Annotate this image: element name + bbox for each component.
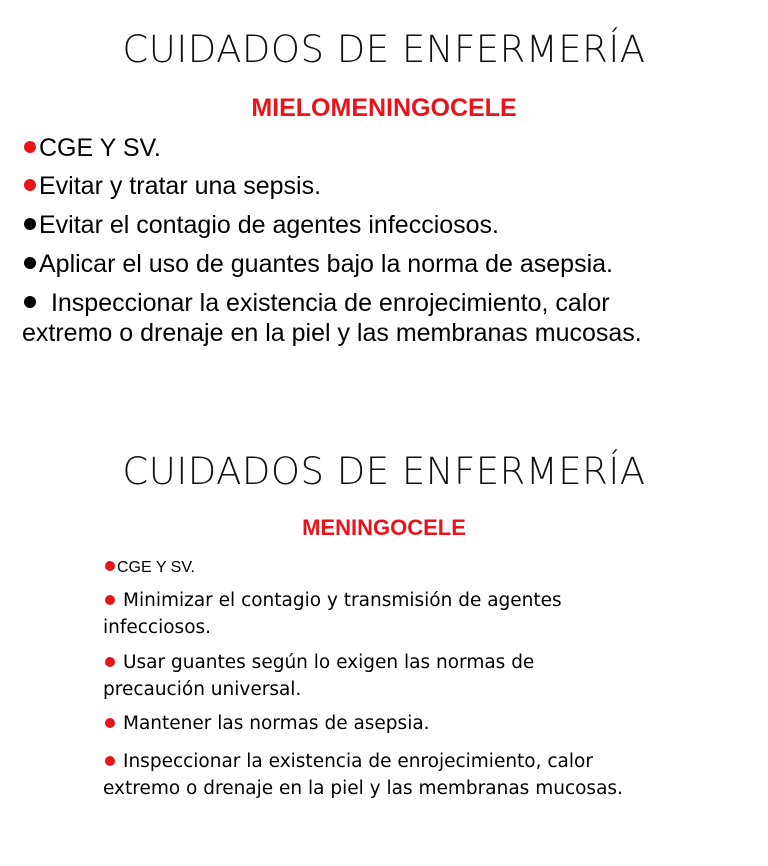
list-item: Evitar el contagio de agentes infecciosos.	[22, 210, 499, 240]
bullet-icon	[24, 296, 36, 308]
slide-subtitle: MIELOMENINGOCELE	[251, 94, 517, 122]
bullet-icon	[24, 179, 36, 191]
list-item: Minimizar el contagio y transmisión de agentes infecciosos.	[103, 590, 562, 638]
bullet-icon	[105, 561, 115, 571]
list-item: Inspeccionar la existencia de enrojecimiento, calor extremo o drenaje en la piel y las membranas mucosas.	[103, 751, 623, 799]
bullet-icon	[105, 595, 115, 605]
bullet-icon	[24, 218, 36, 230]
list-item: Inspeccionar la existencia de enrojecimiento, calor extremo o drenaje en la piel y las membranas mucosas.	[22, 289, 642, 347]
list-item: CGE Y SV.	[22, 133, 161, 163]
slide-subtitle: MENINGOCELE	[302, 515, 466, 540]
list-item: Mantener las normas de asepsia.	[103, 710, 430, 737]
bullet-icon	[24, 141, 36, 153]
list-item: Usar guantes según lo exigen las normas de precaución universal.	[103, 652, 535, 700]
bullet-icon	[105, 718, 115, 728]
list-item: CGE Y SV.	[103, 554, 195, 581]
list-item: Evitar y tratar una sepsis.	[22, 171, 321, 201]
slide-title: CUIDADOS DE ENFERMERÍA	[122, 28, 646, 71]
bullet-icon	[24, 257, 36, 269]
bullet-icon	[105, 756, 115, 766]
slide-title: CUIDADOS DE ENFERMERÍA	[122, 450, 646, 493]
list-item: Aplicar el uso de guantes bajo la norma de asepsia.	[22, 249, 613, 279]
bullet-icon	[105, 657, 115, 667]
